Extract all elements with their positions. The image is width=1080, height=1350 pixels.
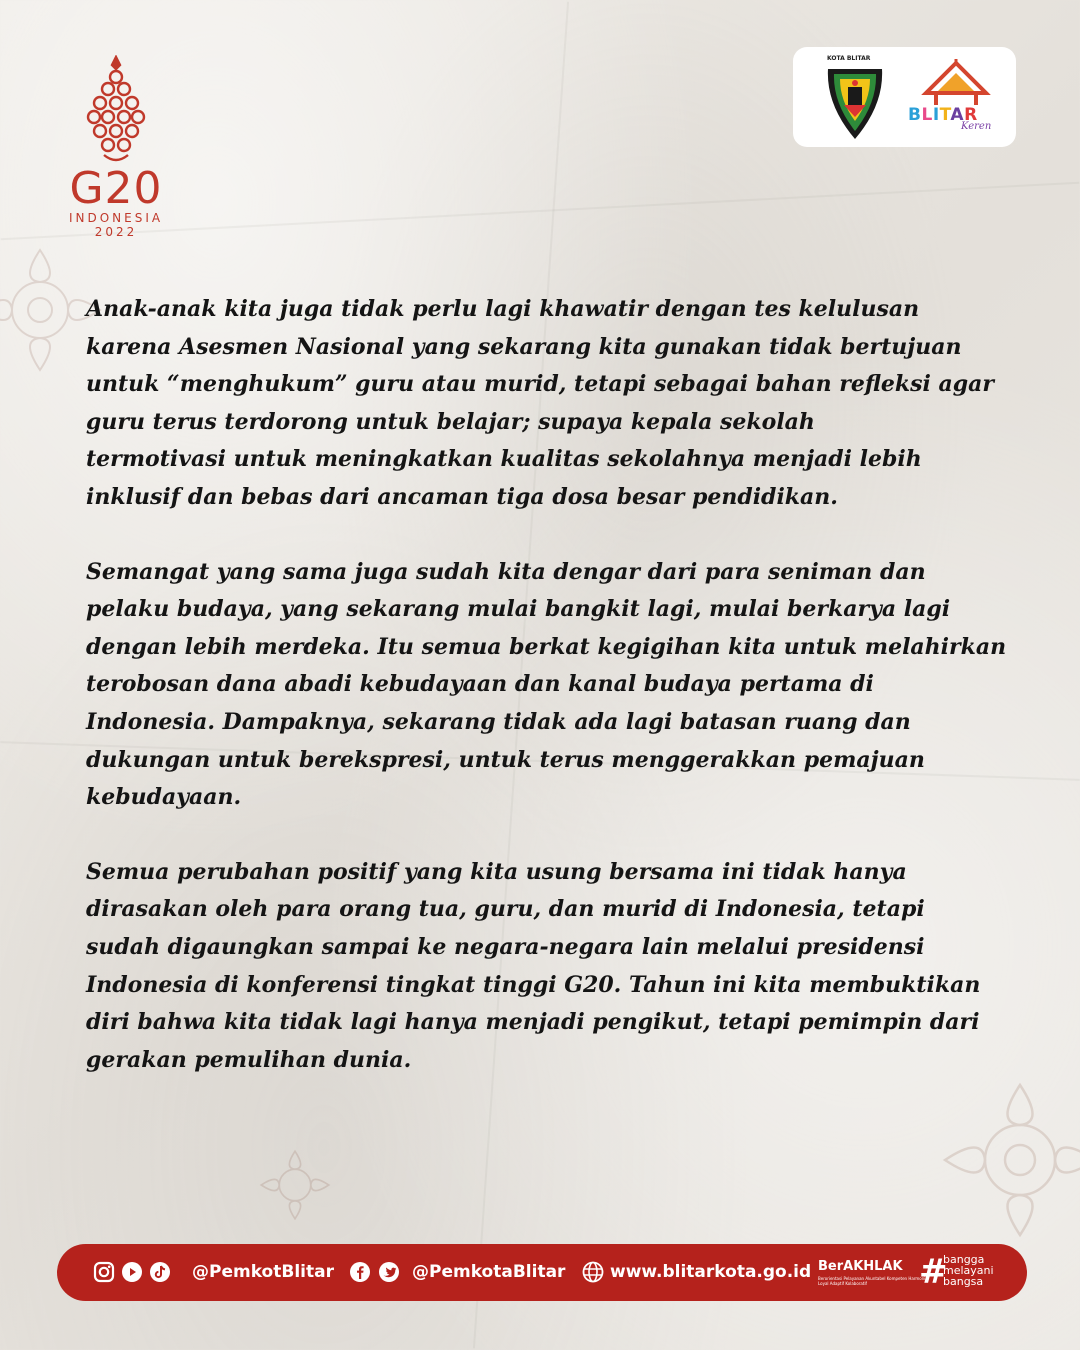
website-link[interactable]: www.blitarkota.go.id — [610, 1262, 812, 1282]
hashtag-symbol: # — [919, 1252, 948, 1292]
paragraph-g20: Semua perubahan positif yang kita usung bersama ini tidak hanya dirasakan oleh para orang tua, guru, dan murid di Indonesia, tetapi sudah digaungkan sampai ke negara-negara lain melalui presidensi Indonesia di konferensi tingkat tinggi G20. Tahun ini kita membuktikan diri bahwa kita tidak lagi hanya menjadi pengikut, tetapi pemimpin dari gerakan pemulihan dunia. — [86, 858, 981, 1073]
blitar-letter: B — [908, 105, 922, 125]
g20-title: G20 — [69, 163, 163, 214]
berakhlak-subtitle: Berorientasi Pelayanan Akuntabel Kompeten Harmonis Loyal Adaptif Kolaboratif — [818, 1276, 928, 1286]
batik-watermark-icon — [250, 1140, 340, 1230]
instagram-icon[interactable] — [93, 1261, 115, 1283]
pendopo-roof-icon — [916, 59, 996, 107]
g20-country: INDONESIA — [68, 211, 164, 225]
footer-bar — [57, 1244, 1027, 1301]
tiktok-icon[interactable] — [149, 1261, 171, 1283]
blitar-letter: T — [939, 105, 951, 125]
blitar-letter: R — [964, 105, 978, 125]
paragraph-assessment: Anak-anak kita juga tidak perlu lagi khawatir dengan tes kelulusan karena Asesmen Nasional yang sekarang kita gunakan tidak bertujuan untuk “menghukum” guru atau murid, tetapi sebagai bahan refleksi agar guru terus terdorong untuk belajar; supaya kepala sekolah termotivasi untuk meningkatkan kualitas sekolahnya menjadi lebih inklusif dan bebas dari ancaman tiga dosa besar pendidikan. — [86, 296, 994, 510]
kawung-emblem-icon — [84, 55, 148, 165]
g20-indonesia-logo — [60, 55, 172, 240]
blitar-tagline: Keren — [961, 121, 992, 132]
blitar-letter: L — [921, 105, 933, 125]
partner-logos-card — [793, 47, 1016, 147]
berakhlak-title: BerAKHLAK — [818, 1259, 903, 1274]
twitter-icon[interactable] — [378, 1261, 400, 1283]
slogan-line: melayani — [943, 1264, 994, 1277]
blitar-keren-logo — [906, 59, 1006, 141]
paragraph-culture: Semangat yang sama juga sudah kita dengar dari para seniman dan pelaku budaya, yang sekarang mulai bangkit lagi, mulai berkarya lagi dengan lebih merdeka. Itu semua berkat kegigihan kita untuk melahirkan terobosan dana abadi kebudayaan dan kanal budaya pertama di Indonesia. Dampaknya, sekarang tidak ada lagi batasan ruang dan dukungan untuk berekspresi, untuk terus menggerakkan pemajuan kebudayaan. — [86, 558, 1007, 811]
blitar-letter: I — [932, 105, 940, 125]
globe-icon[interactable] — [582, 1261, 604, 1283]
facebook-twitter-handle[interactable]: @PemkotaBlitar — [412, 1262, 566, 1282]
bangga-melayani-bangsa-slogan — [943, 1254, 994, 1287]
youtube-icon[interactable] — [121, 1261, 143, 1283]
g20-year: 2022 — [94, 225, 138, 240]
berakhlak-logo — [818, 1259, 928, 1286]
facebook-icon[interactable] — [349, 1261, 371, 1283]
slogan-line: bangsa — [943, 1275, 984, 1288]
kota-blitar-crest-icon — [822, 65, 888, 141]
speech-excerpt — [86, 291, 1016, 1116]
kota-blitar-label: KOTA BLITAR — [827, 55, 871, 62]
instagram-handle[interactable]: @PemkotBlitar — [192, 1262, 334, 1282]
blitar-letter: A — [950, 105, 965, 125]
slogan-line: bangga — [943, 1253, 985, 1266]
